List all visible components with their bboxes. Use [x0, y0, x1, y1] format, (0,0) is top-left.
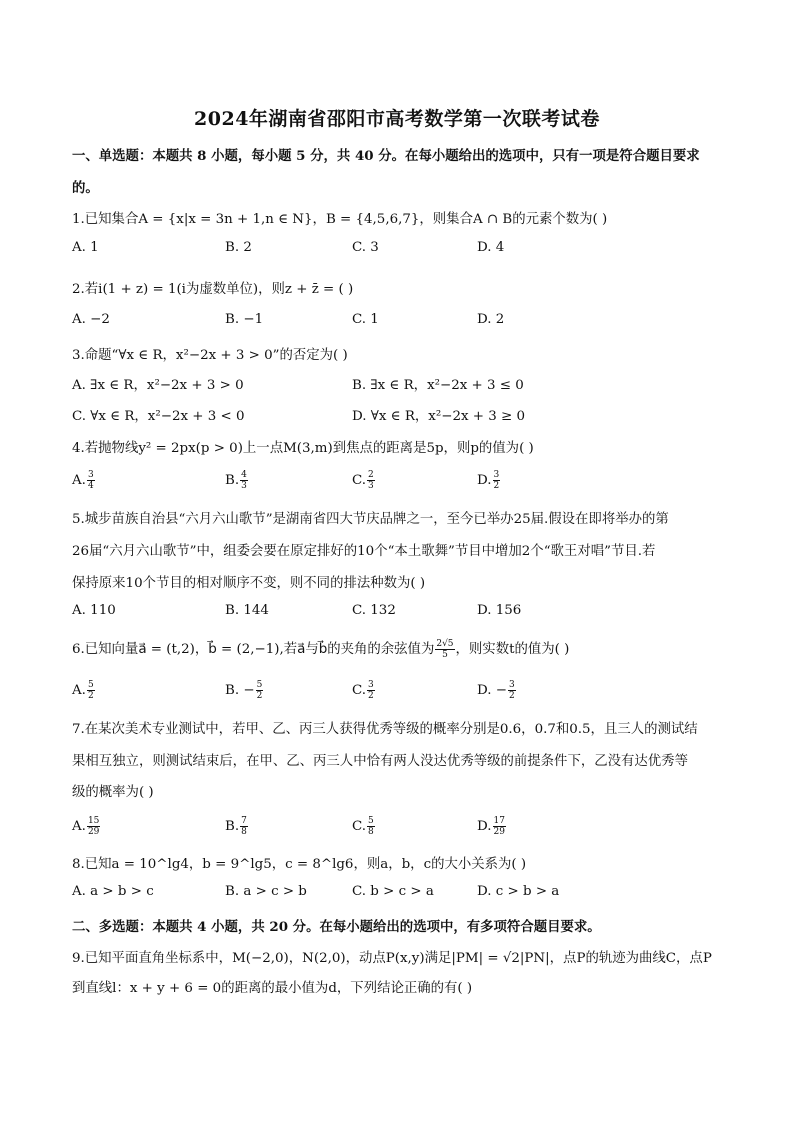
numerator: 17 — [493, 816, 505, 826]
fraction — [367, 470, 375, 491]
question-8-option-a: A. a > b > c — [72, 884, 154, 899]
denominator: 29 — [493, 827, 505, 837]
denominator: 2 — [87, 691, 94, 701]
question-7-stem-line2: 果相互独立，则测试结束后，在甲、乙、丙三人中恰有两人没达优秀等级的前提条件下，乙没有达优秀等 — [72, 754, 688, 769]
question-8-options — [72, 884, 732, 906]
section-one-heading-cont: 的。 — [72, 180, 99, 196]
question-5-option-a: A. 110 — [72, 603, 116, 618]
denominator: 8 — [241, 827, 247, 837]
option-label: D. − — [477, 683, 507, 698]
denominator: 5 — [442, 650, 448, 660]
question-7-stem-line3: 级的概率为( ) — [72, 785, 154, 800]
denominator: 3 — [368, 481, 374, 491]
question-5-option-c: C. 132 — [352, 603, 396, 618]
question-2-stem: 2.若i(1 + z) = 1(i为虚数单位)，则z + z̄ = ( ) — [72, 282, 354, 297]
question-5-options — [72, 603, 732, 625]
question-6-options — [72, 680, 732, 702]
option-label: C. — [352, 819, 367, 834]
question-7-options — [72, 816, 732, 838]
denominator: 2 — [368, 691, 374, 701]
question-3-option-d: D. ∀x ∈ R，x²−2x + 3 ≥ 0 — [352, 409, 526, 424]
numerator: 3 — [493, 470, 500, 480]
section-two-heading: 二、多选题：本题共 4 小题，共 20 分。在每小题给出的选项中，有多项符合题目要求。 — [72, 919, 601, 935]
fraction — [87, 470, 95, 491]
question-1-options — [72, 240, 732, 262]
question-6-option-c — [352, 680, 376, 701]
denominator: 3 — [241, 481, 247, 491]
option-label: C. — [352, 683, 367, 698]
question-7-option-b — [225, 816, 249, 837]
question-3-option-c: C. ∀x ∈ R，x²−2x + 3 < 0 — [72, 409, 245, 424]
question-2-option-d: D. 2 — [477, 312, 505, 327]
question-3-stem: 3.命题“∀x ∈ R，x²−2x + 3 > 0”的否定为( ) — [72, 348, 348, 363]
question-4-option-a — [72, 470, 96, 491]
fraction — [240, 470, 248, 491]
fraction — [367, 680, 375, 701]
question-9-stem-line2: 到直线l：x + y + 6 = 0的距离的最小值为d，下列结论正确的有( ) — [72, 981, 473, 996]
fraction — [256, 680, 264, 701]
question-6-option-b — [225, 680, 264, 701]
question-6-stem-part1: 6.已知向量a⃗ = (t,2)，b⃗ = (2,−1),若a⃗与b⃗的夹角的余弦值为 — [72, 642, 435, 657]
question-2-option-c: C. 1 — [352, 312, 379, 327]
numerator: 3 — [87, 470, 94, 480]
question-3-options-row2 — [72, 405, 732, 427]
question-5-stem-line3: 保持原来10个节目的相对顺序不变，则不同的排法种数为( ) — [72, 576, 426, 591]
option-label: D. — [477, 473, 492, 488]
fraction — [508, 680, 516, 701]
numerator: 5 — [368, 816, 374, 826]
question-1-option-b: B. 2 — [225, 240, 252, 255]
option-label: A. — [72, 473, 86, 488]
numerator: 4 — [241, 470, 247, 480]
question-6-stem-part2: ，则实数t的值为( ) — [455, 642, 570, 657]
question-5-option-b: B. 144 — [225, 603, 269, 618]
section-one-heading: 一、单选题：本题共 8 小题，每小题 5 分，共 40 分。在每小题给出的选项中，只有一项是符合题目要求 — [72, 148, 700, 164]
question-2-options — [72, 312, 732, 334]
question-8-option-b: B. a > c > b — [225, 884, 307, 899]
option-label: B. − — [225, 683, 255, 698]
fraction — [367, 816, 375, 837]
denominator: 4 — [87, 481, 94, 491]
question-7-stem-line1: 7.在某次美术专业测试中，若甲、乙、丙三人获得优秀等级的概率分别是0.6，0.7和0.5，且三人的测试结 — [72, 722, 698, 737]
question-6-option-d — [477, 680, 517, 701]
denominator: 2 — [509, 691, 515, 701]
question-7-option-d — [477, 816, 507, 837]
numerator: 2 — [368, 470, 374, 480]
option-label: C. — [352, 473, 367, 488]
question-3-option-b: B. ∃x ∈ R，x²−2x + 3 ≤ 0 — [352, 378, 524, 393]
question-8-option-c: C. b > c > a — [352, 884, 434, 899]
question-1-option-d: D. 4 — [477, 240, 505, 255]
question-5-stem-line1: 5.城步苗族自治县“六月六山歌节”是湖南省四大节庆品牌之一，至今已举办25届.假设在即将举办的第 — [72, 512, 669, 527]
question-4-option-b — [225, 470, 249, 491]
question-1-stem: 1.已知集合A = {x|x = 3n + 1,n ∈ N}，B = {4,5,6,7}，则集合A ∩ B的元素个数为( ) — [72, 212, 608, 227]
page-title: 2024年湖南省邵阳市高考数学第一次联考试卷 — [194, 108, 600, 130]
fraction — [435, 639, 454, 660]
question-3-option-a: A. ∃x ∈ R，x²−2x + 3 > 0 — [72, 378, 244, 393]
option-label: B. — [225, 819, 240, 834]
question-7-option-c — [352, 816, 376, 837]
option-label: A. — [72, 819, 86, 834]
question-5-stem-line2: 26届“六月六山歌节”中，组委会要在原定排好的10个“本土歌舞”节目中增加2个“歌王对唱”节目.若 — [72, 544, 656, 559]
option-label: D. — [477, 819, 492, 834]
question-3-options-row1 — [72, 374, 732, 396]
numerator: 15 — [87, 816, 100, 826]
option-label: A. — [72, 683, 86, 698]
question-5-option-d: D. 156 — [477, 603, 522, 618]
fraction — [240, 816, 248, 837]
fraction — [87, 680, 95, 701]
question-7-option-a — [72, 816, 101, 837]
numerator: 5 — [87, 680, 94, 690]
question-6-stem — [72, 638, 569, 660]
denominator: 8 — [368, 827, 374, 837]
numerator: 3 — [509, 680, 515, 690]
question-1-option-c: C. 3 — [352, 240, 379, 255]
question-8-option-d: D. c > b > a — [477, 884, 560, 899]
numerator: 2√5 — [436, 639, 454, 649]
question-1-option-a: A. 1 — [72, 240, 99, 255]
fraction — [493, 816, 506, 837]
question-8-stem: 8.已知a = 10^lg4，b = 9^lg5，c = 8^lg6，则a，b，c的大小关系为( ) — [72, 857, 527, 872]
numerator: 7 — [241, 816, 247, 826]
fraction — [87, 816, 100, 837]
numerator: 3 — [368, 680, 374, 690]
question-6-option-a — [72, 680, 96, 701]
question-4-option-d — [477, 470, 501, 491]
question-4-stem: 4.若抛物线y² = 2px(p > 0)上一点M(3,m)到焦点的距离是5p，则p的值为( ) — [72, 441, 534, 456]
denominator: 29 — [87, 827, 100, 837]
fraction — [493, 470, 501, 491]
question-2-option-a: A. −2 — [72, 312, 110, 327]
question-4-option-c — [352, 470, 376, 491]
option-label: B. — [225, 473, 240, 488]
denominator: 2 — [493, 481, 500, 491]
numerator: 5 — [256, 680, 263, 690]
question-4-options — [72, 470, 732, 492]
denominator: 2 — [256, 691, 263, 701]
question-9-stem-line1: 9.已知平面直角坐标系中，M(−2,0)，N(2,0)，动点P(x,y)满足|PM| = √2|PN|，点P的轨迹为曲线C，点P — [72, 951, 712, 966]
question-2-option-b: B. −1 — [225, 312, 264, 327]
